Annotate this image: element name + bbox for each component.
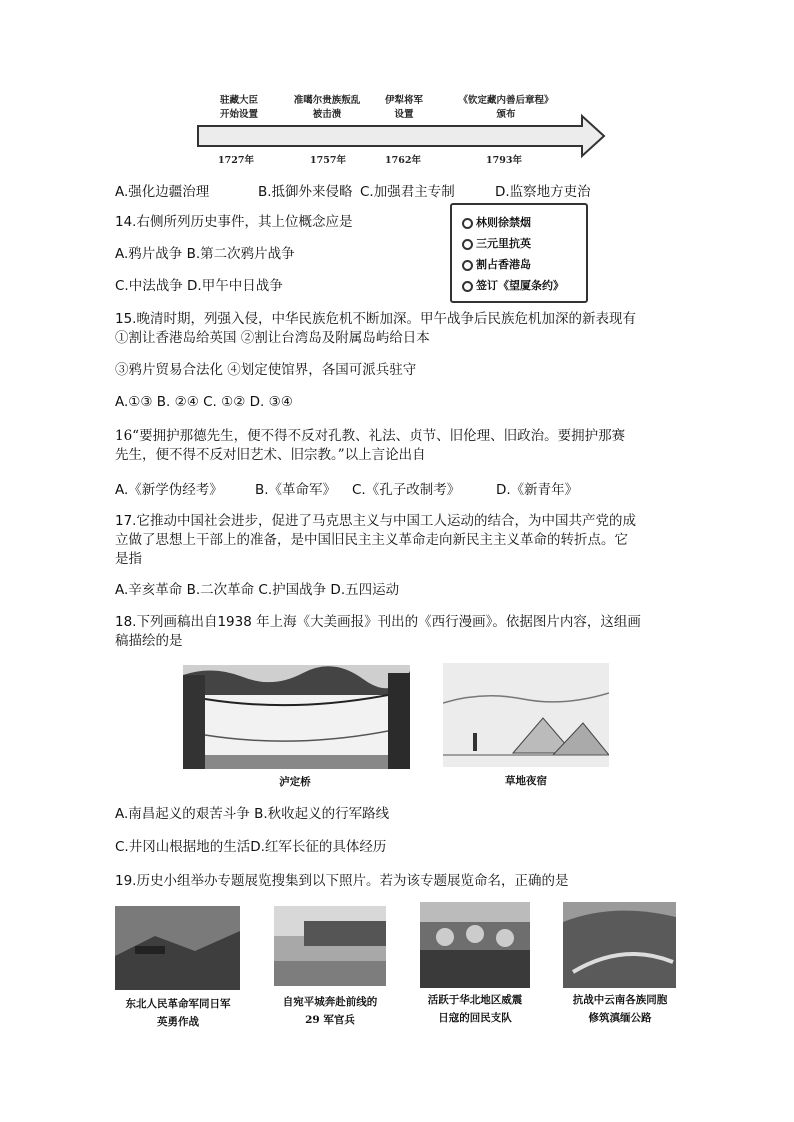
q19-caption-2-line1: 自宛平城奔赴前线的	[282, 996, 378, 1008]
q19-photo-3	[420, 902, 530, 988]
q19-caption-3-line2: 日寇的回民支队	[438, 1012, 512, 1024]
q13-option-a: A.强化边疆治理	[115, 184, 210, 200]
q19-caption-1-line2: 英勇作战	[157, 1016, 199, 1028]
bullet-icon	[462, 281, 473, 292]
q15-stem: 15.晚清时期，列强入侵，中华民族危机不断加深。甲午战争后民族危机加深的新表现有	[115, 311, 636, 327]
q14-event	[462, 233, 586, 254]
bullet-icon	[462, 239, 473, 250]
q19-stem: 19.历史小组举办专题展览搜集到以下照片。若为该专题展览命名，正确的是	[115, 873, 569, 889]
bullet-icon	[462, 260, 473, 271]
q16-option-a: A.《新学伪经考》	[115, 482, 223, 498]
q18-caption-2: 草地夜宿	[505, 775, 547, 787]
q17-options: A.辛亥革命 B.二次革命 C.护国战争 D.五四运动	[115, 582, 400, 598]
q14-event	[462, 212, 586, 233]
q19-caption-2-line2: 29 军官兵	[305, 1014, 355, 1026]
q14-stem: 14.右侧所列历史事件，其上位概念应是	[115, 214, 353, 230]
q19-caption-3-line1: 活跃于华北地区威震	[427, 994, 523, 1006]
q13-option-b: B.抵御外来侵略	[258, 184, 353, 200]
q14-event-text: 三元里抗英	[476, 237, 531, 250]
timeline-year: 1757年	[310, 155, 346, 166]
q19-caption-4	[555, 991, 685, 1027]
q16-option-b: B.《革命军》	[255, 482, 337, 498]
q16-option-c: C.《孔子改制考》	[352, 482, 461, 498]
timeline-year: 1727年	[218, 155, 254, 166]
q16-line2: 先生，便不得不反对旧艺术、旧宗教。”以上言论出自	[115, 447, 426, 463]
timeline-event-label: 伊犁将军 设置	[384, 95, 423, 120]
bullet-icon	[462, 218, 473, 229]
q19-caption-2	[266, 993, 394, 1029]
q14-event-text: 签订《望厦条约》	[476, 279, 564, 292]
q14-options-cd: C.中法战争 D.甲午中日战争	[115, 278, 283, 294]
q14-event-text: 割占香港岛	[476, 258, 531, 271]
timeline	[190, 90, 610, 168]
timeline-event-label: 驻藏大臣 开始设置	[219, 95, 258, 120]
q18-caption-1: 泸定桥	[279, 776, 311, 788]
q18-line2: 稿描绘的是	[115, 633, 183, 649]
q19-caption-4-line1: 抗战中云南各族同胞	[572, 994, 668, 1006]
q17-line3: 是指	[115, 551, 142, 567]
q14-event-box	[450, 203, 588, 303]
timeline-year: 1793年	[486, 155, 522, 166]
q16-line1: 16“要拥护那德先生，便不得不反对孔教、礼法、贞节、旧伦理、旧政治。要拥护那赛	[115, 428, 626, 444]
q18-options-ab: A.南昌起义的艰苦斗争 B.秋收起义的行军路线	[115, 806, 390, 822]
q19-photo-2	[274, 906, 386, 986]
q19-photo-4	[563, 902, 676, 988]
q13-option-d: D.监察地方吏治	[495, 184, 591, 200]
q19-caption-3	[410, 991, 540, 1027]
q19-caption-1-line1: 东北人民革命军同日军	[125, 998, 231, 1010]
timeline-year: 1762年	[385, 155, 421, 166]
q15-items-2: ③鸦片贸易合法化 ④划定使馆界，各国可派兵驻守	[115, 362, 417, 378]
q13-option-c: C.加强君主专制	[360, 184, 455, 200]
q18-image-luding-bridge	[183, 665, 410, 769]
q16-option-d: D.《新青年》	[496, 482, 579, 498]
timeline-event-label: 准噶尔贵族叛乱 被击溃	[293, 95, 361, 120]
timeline-event-label: 《钦定藏内善后章程》 颁布	[458, 95, 554, 120]
q15-items-1: ①割让香港岛给英国 ②割让台湾岛及附属岛屿给日本	[115, 330, 430, 346]
q14-event	[462, 275, 586, 296]
q15-options: A.①③ B. ②④ C. ①② D. ③④	[115, 394, 293, 410]
q19-photo-1	[115, 906, 240, 990]
q18-image-grassland-camp	[443, 663, 609, 767]
q19-caption-4-line2: 修筑滇缅公路	[588, 1012, 652, 1024]
q18-options-cd: C.井冈山根据地的生活D.红军长征的具体经历	[115, 839, 387, 855]
q14-event-text: 林则徐禁烟	[476, 216, 531, 229]
q14-options-ab: A.鸦片战争 B.第二次鸦片战争	[115, 246, 295, 262]
q19-caption-1	[113, 995, 243, 1031]
q18-line1: 18.下列画稿出自1938 年上海《大美画报》刊出的《西行漫画》。依据图片内容，这组画	[115, 614, 641, 630]
q17-line1: 17.它推动中国社会进步，促进了马克思主义与中国工人运动的结合，为中国共产党的成	[115, 513, 636, 529]
q17-line2: 立做了思想上干部上的准备，是中国旧民主主义革命走向新民主主义革命的转折点。它	[115, 532, 628, 548]
q14-event	[462, 254, 586, 275]
